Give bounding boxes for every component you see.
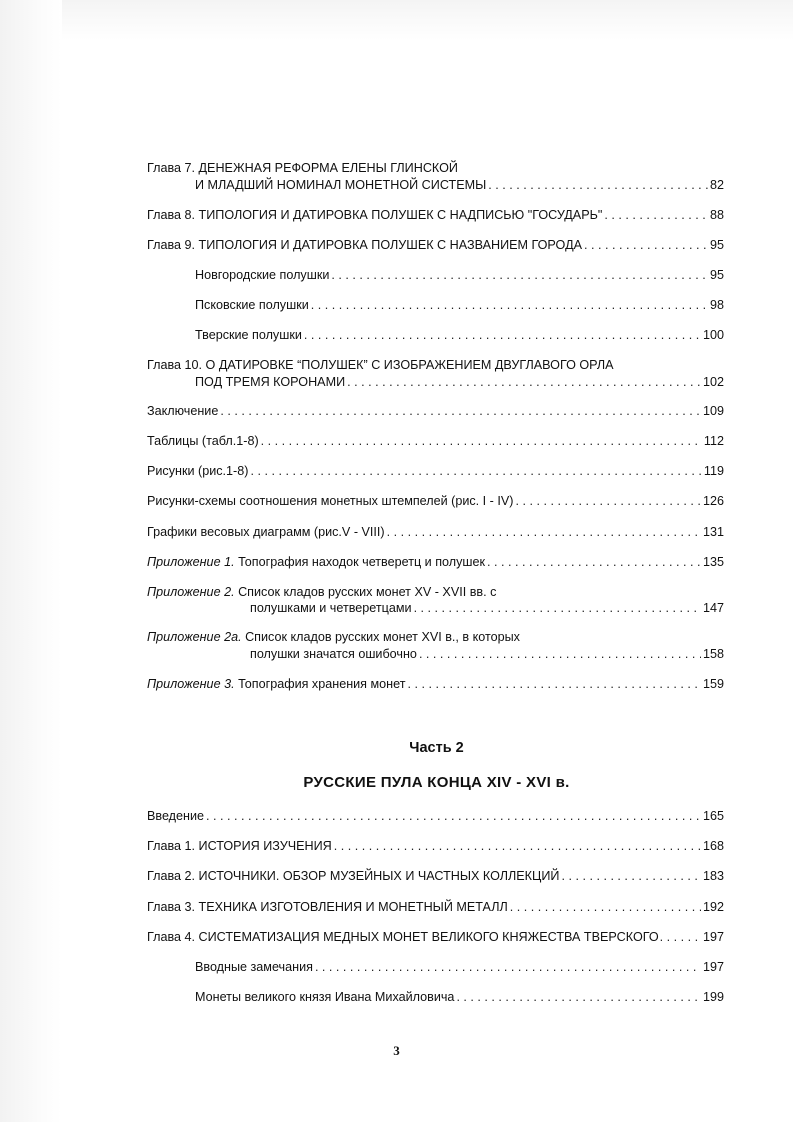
chapter-prefix: Глава 1. [147, 839, 199, 853]
chapter-title: ИСТОЧНИКИ. ОБЗОР МУЗЕЙНЫХ И ЧАСТНЫХ КОЛЛЕКЦИЙ [198, 869, 560, 883]
appendix-prefix: Приложение 2. [147, 585, 235, 599]
toc-entry-appendix-1 [147, 554, 724, 570]
chapter-prefix: Глава 4. [147, 930, 199, 944]
chapter-title-cont: И МЛАДШИЙ НОМИНАЛ МОНЕТНОЙ СИСТЕМЫ [195, 178, 487, 192]
toc-entry-chapter-7-line1 [147, 160, 458, 176]
toc-entry-chapter-8 [147, 207, 724, 223]
chapter-title: ТИПОЛОГИЯ И ДАТИРОВКА ПОЛУШЕК С НАДПИСЬЮ "ГОСУДАРЬ" [198, 208, 603, 222]
subentry-title: Вводные замечания [195, 960, 313, 974]
toc-entry-chapter-9 [147, 237, 724, 253]
appendix-title: Топография хранения монет [234, 677, 406, 691]
page-number: 158 [702, 647, 724, 661]
toc-entry-chapter-10-line1 [147, 357, 614, 373]
page-number: 100 [702, 328, 724, 342]
chapter-title: СИСТЕМАТИЗАЦИЯ МЕДНЫХ МОНЕТ ВЕЛИКОГО КНЯЖЕСТВА ТВЕРСКОГО [198, 930, 659, 944]
chapter-prefix: Глава 7. [147, 161, 199, 175]
toc-subentry-tver [195, 327, 724, 343]
toc-entry-p2-chapter-1 [147, 838, 724, 854]
page-number: 165 [702, 809, 724, 823]
page-number: 183 [702, 869, 724, 883]
appendix-title: Список кладов русских монет XVI в., в которых [241, 630, 520, 644]
appendix-title-cont: полушками и четверетцами [250, 601, 412, 615]
chapter-title: ТЕХНИКА ИЗГОТОВЛЕНИЯ И МОНЕТНЫЙ МЕТАЛЛ [198, 900, 508, 914]
page-number: 147 [702, 601, 724, 615]
toc-entry-die-schemes [147, 493, 724, 509]
page-number: 95 [709, 238, 724, 252]
page-number: 109 [702, 404, 724, 418]
toc-subentry-pskov [195, 297, 724, 313]
page-number: 102 [702, 375, 724, 389]
subentry-title: Монеты великого князя Ивана Михайловича [195, 990, 455, 1004]
chapter-prefix: Глава 9. [147, 238, 199, 252]
chapter-title-cont: ПОД ТРЕМЯ КОРОНАМИ [195, 375, 346, 389]
chapter-prefix: Глава 3. [147, 900, 199, 914]
page-number: 168 [702, 839, 724, 853]
entry-title: Рисунки-схемы соотношения монетных штемпелей (рис. I - IV) [147, 494, 514, 508]
toc-entry-appendix-3 [147, 676, 724, 692]
page-number: 197 [702, 960, 724, 974]
toc-entry-p2-chapter-2 [147, 868, 724, 884]
chapter-title: ТИПОЛОГИЯ И ДАТИРОВКА ПОЛУШЕК С НАЗВАНИЕМ ГОРОДА [198, 238, 582, 252]
entry-title: Заключение [147, 404, 219, 418]
entry-title: Рисунки (рис.1-8) [147, 464, 249, 478]
toc-entry-appendix-2a-line1 [147, 629, 520, 645]
toc-subentry-ivan-mikhailovich [195, 989, 724, 1005]
entry-title: Введение [147, 809, 205, 823]
toc-entry-appendix-2a [250, 646, 724, 662]
page-number: 82 [709, 178, 724, 192]
chapter-prefix: Глава 2. [147, 869, 199, 883]
appendix-prefix: Приложение 1. [147, 555, 235, 569]
page-number: 126 [702, 494, 724, 508]
page-number-footer: 3 [393, 1043, 400, 1058]
subentry-title: Тверские полушки [195, 328, 302, 342]
entry-title: Графики весовых диаграмм (рис.V - VIII) [147, 525, 385, 539]
page-number: 192 [702, 900, 724, 914]
toc-entry-tables [147, 433, 724, 449]
toc-subentry-introductory-remarks [195, 959, 724, 975]
chapter-title: ИСТОРИЯ ИЗУЧЕНИЯ [198, 839, 332, 853]
page-number: 119 [703, 464, 724, 478]
page-number: 95 [709, 268, 724, 282]
part-heading: Часть 2 [409, 740, 464, 756]
toc-entry-p2-chapter-4 [147, 929, 724, 945]
chapter-prefix: Глава 10. [147, 358, 206, 372]
subentry-title: Псковские полушки [195, 298, 309, 312]
page-number: 199 [702, 990, 724, 1004]
page-number: 197 [702, 930, 724, 944]
page-number: 131 [702, 525, 724, 539]
toc-entry-introduction [147, 808, 724, 824]
appendix-prefix: Приложение 2а. [147, 630, 242, 644]
subentry-title: Новгородские полушки [195, 268, 330, 282]
chapter-title: ДЕНЕЖНАЯ РЕФОРМА ЕЛЕНЫ ГЛИНСКОЙ [198, 161, 458, 175]
toc-entry-appendix-2-line1 [147, 584, 496, 600]
chapter-prefix: Глава 8. [147, 208, 199, 222]
page-number: 88 [709, 208, 724, 222]
entry-title: Таблицы (табл.1-8) [147, 434, 259, 448]
appendix-title-cont: полушки значатся ошибочно [250, 647, 417, 661]
page-number: 112 [703, 434, 724, 448]
toc-entry-figures [147, 463, 724, 479]
part-title: РУССКИЕ ПУЛА КОНЦА XIV - XVI в. [303, 774, 570, 791]
toc-entry-p2-chapter-3 [147, 899, 724, 915]
page-number: 159 [702, 677, 724, 691]
appendix-title: Список кладов русских монет XV - XVII вв. с [234, 585, 497, 599]
toc-entry-appendix-2 [250, 600, 724, 616]
page-number: 98 [709, 298, 724, 312]
toc-entry-chapter-7 [195, 177, 724, 193]
appendix-title: Топография находок четверетц и полушек [234, 555, 486, 569]
toc-entry-weight-charts [147, 524, 724, 540]
toc-entry-conclusion [147, 403, 724, 419]
toc-subentry-novgorod [195, 267, 724, 283]
appendix-prefix: Приложение 3. [147, 677, 235, 691]
toc-entry-chapter-10 [195, 374, 724, 390]
chapter-title: О ДАТИРОВКЕ “ПОЛУШЕК” С ИЗОБРАЖЕНИЕМ ДВУГЛАВОГО ОРЛА [205, 358, 614, 372]
page-number: 135 [702, 555, 724, 569]
